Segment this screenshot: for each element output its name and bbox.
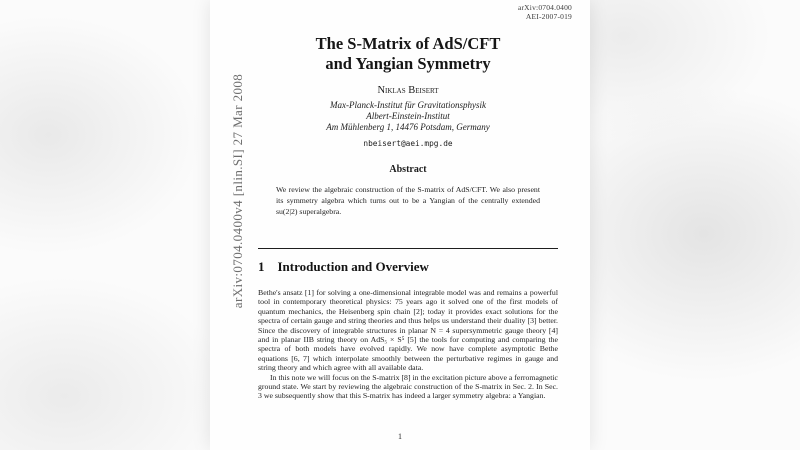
arxiv-side-stamp: arXiv:0704.0400v4 [nlin.SI] 27 Mar 2008 — [230, 73, 245, 309]
affiliation-line: Max-Planck-Institut für Gravitationsphysik — [330, 100, 486, 110]
section-heading — [258, 259, 558, 275]
author-email: nbeisert@aei.mpg.de — [363, 139, 453, 148]
report-number: AEI-2007-019 — [525, 12, 572, 21]
author-name: Niklas Beisert — [377, 85, 439, 96]
abstract-text: We review the algebraic construction of the S-matrix of AdS/CFT. We also present its symmetry algebra which turns out to be a Yangian of the centrally extended su(2|2) superalgebra. — [276, 185, 540, 216]
body-paragraph-2: In this note we will focus on the S-matrix [8] in the excitation picture above a ferromagnetic ground state. We start by reviewing the algebraic construction of the S-matrix in Sec. 2. In Sec. 3 we subsequently show that this S-matrix has indeed a larger symmetry algebra: a Yangian. — [258, 372, 558, 401]
section-title: Introduction and Overview — [277, 259, 429, 274]
arxiv-number: arXiv:0704.0400 — [517, 3, 572, 12]
affiliation-line: Am Mühlenberg 1, 14476 Potsdam, Germany — [326, 122, 490, 132]
paper-title — [258, 0, 558, 74]
paper-title-line2: and Yangian Symmetry — [325, 54, 491, 73]
section-number: 1 — [258, 259, 265, 274]
body-paragraph-1: Bethe's ansatz [1] for solving a one-dimensional integrable model was and remains a powerful tool in contemporary theoretical physics: 75 years ago it solved one of the first models of quantum mechanics, the Heisenberg spin chain [2]; today it provides exact solutions for the spectra of certain gauge and string theories and thus helps us understand their duality [3] better. Since the discovery of integrable structures in planar N = 4 supersymmetric gauge theory [4] and in planar IIB string theory on AdS₅ × S⁵ [5] the tools for computing and comparing the spectra of both models have evolved rapidly. We now have complete asymptotic Bethe equations [6, 7] which interpolate smoothly between the perturbative regimes in gauge and string theory and which agree with all available data. — [258, 288, 558, 373]
affiliation-line: Albert-Einstein-Institut — [366, 111, 450, 121]
affiliation-block — [258, 100, 558, 133]
paper-page — [210, 0, 590, 450]
section-divider-rule — [258, 248, 558, 249]
paper-title-line1: The S-Matrix of AdS/CFT — [315, 34, 501, 53]
page-number: 1 — [398, 432, 402, 441]
abstract-heading: Abstract — [389, 164, 427, 175]
paper-content — [258, 0, 558, 401]
